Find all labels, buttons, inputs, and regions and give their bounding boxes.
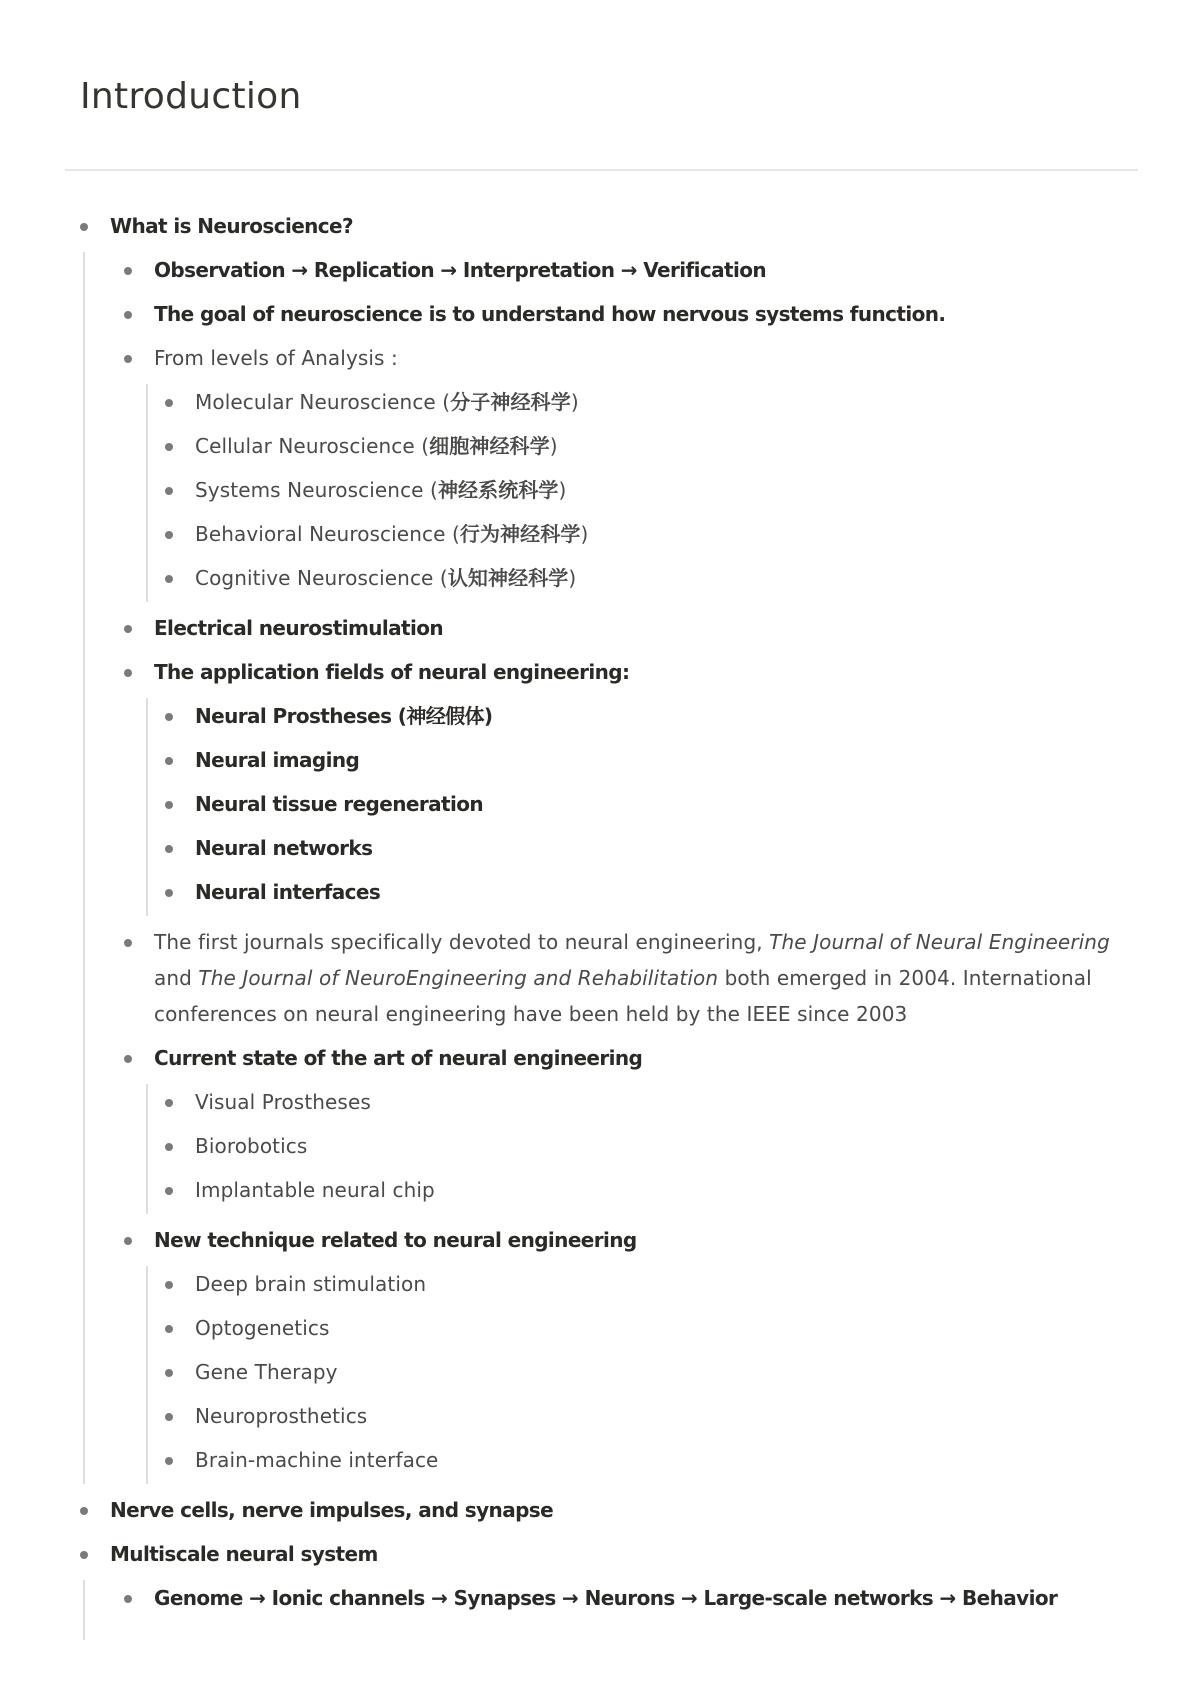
bullet-icon — [165, 1457, 173, 1465]
bullet-icon — [124, 625, 132, 633]
bullet-icon — [165, 801, 173, 809]
toggle-multiscale-neural-system[interactable] — [65, 1536, 1145, 1572]
item-text: Visual Prostheses — [195, 1090, 371, 1114]
bullet-icon — [80, 1551, 88, 1559]
outline-level-3 — [146, 1084, 1145, 1214]
bullet-icon — [165, 1187, 173, 1195]
item-text: What is Neuroscience? — [110, 214, 354, 238]
outline-level-3 — [146, 698, 1145, 916]
item-systems[interactable] — [148, 472, 1145, 508]
list-item — [148, 698, 1145, 734]
outline — [65, 200, 1145, 1640]
item-text: Optogenetics — [195, 1316, 330, 1340]
bullet-icon — [80, 1507, 88, 1515]
list-item — [65, 208, 1145, 1484]
item-text: New technique related to neural engineering — [154, 1228, 637, 1252]
toggle-nerve-cells[interactable] — [65, 1492, 1145, 1528]
item-text: both emerged in 2004. International conferences on neural engineering have been held by the IEEE since 2003 — [154, 966, 1092, 1026]
item-text-zh: 认知神经科学 — [447, 566, 569, 590]
list-item — [148, 786, 1145, 822]
item-current-state[interactable] — [85, 1040, 1145, 1076]
list-item — [148, 516, 1145, 552]
bullet-icon — [124, 939, 132, 947]
item-text: Neural tissue regeneration — [195, 792, 483, 816]
item-neural-prostheses[interactable] — [148, 698, 1145, 734]
item-journals-paragraph[interactable] — [85, 924, 1145, 1032]
bullet-icon — [165, 1143, 173, 1151]
list-item — [148, 1398, 1145, 1434]
item-deep-brain-stimulation[interactable] — [148, 1266, 1145, 1302]
item-text-zh: 神经系统科学 — [437, 478, 559, 502]
bullet-icon — [124, 267, 132, 275]
item-neural-imaging[interactable] — [148, 742, 1145, 778]
item-text: Neuroprosthetics — [195, 1404, 368, 1428]
list-item — [85, 296, 1145, 332]
item-text: Cognitive Neuroscience ( — [195, 566, 448, 590]
item-optogenetics[interactable] — [148, 1310, 1145, 1346]
item-brain-machine-interface[interactable] — [148, 1442, 1145, 1478]
item-text: Genome → Ionic channels → Synapses → Neurons → Large-scale networks → Behavior — [154, 1586, 1058, 1610]
bullet-icon — [165, 713, 173, 721]
item-text: The goal of neuroscience is to understand how nervous systems function. — [154, 302, 946, 326]
item-text-end: ) — [549, 434, 558, 458]
item-behavioral[interactable] — [148, 516, 1145, 552]
bullet-icon — [165, 889, 173, 897]
list-item — [148, 1172, 1145, 1208]
list-item — [148, 1084, 1145, 1120]
bullet-icon — [124, 1237, 132, 1245]
outline-level-2 — [83, 252, 1145, 1484]
list-item — [148, 1310, 1145, 1346]
list-item — [85, 340, 1145, 602]
bullet-icon — [124, 669, 132, 677]
item-text: Current state of the art of neural engineering — [154, 1046, 643, 1070]
bullet-icon — [165, 1413, 173, 1421]
item-text: Neural interfaces — [195, 880, 381, 904]
item-neuroprosthetics[interactable] — [148, 1398, 1145, 1434]
bullet-icon — [165, 399, 173, 407]
list-item — [85, 610, 1145, 646]
item-implantable-chip[interactable] — [148, 1172, 1145, 1208]
bullet-icon — [165, 1369, 173, 1377]
journal-title: The Journal of Neural Engineering — [769, 930, 1110, 954]
bullet-icon — [124, 355, 132, 363]
item-cognitive[interactable] — [148, 560, 1145, 596]
list-item — [148, 472, 1145, 508]
item-text: Deep brain stimulation — [195, 1272, 427, 1296]
item-text-zh: 分子神经科学 — [450, 390, 571, 414]
list-item — [65, 1492, 1145, 1528]
list-item — [148, 428, 1145, 464]
item-application-fields[interactable] — [85, 654, 1145, 690]
list-item — [148, 742, 1145, 778]
bullet-icon — [165, 443, 173, 451]
item-text: Brain-machine interface — [195, 1448, 439, 1472]
item-text: Gene Therapy — [195, 1360, 338, 1384]
item-text: Observation → Replication → Interpretation → Verification — [154, 258, 767, 282]
page-title: Introduction — [80, 76, 302, 117]
list-item — [148, 830, 1145, 866]
item-text: Electrical neurostimulation — [154, 616, 443, 640]
item-observation-chain[interactable] — [85, 252, 1145, 288]
item-text: The application fields of neural engineering: — [154, 660, 630, 684]
list-item — [148, 560, 1145, 596]
list-item — [148, 1128, 1145, 1164]
bullet-icon — [124, 1055, 132, 1063]
item-text: Systems Neuroscience ( — [195, 478, 438, 502]
list-item — [85, 924, 1145, 1032]
item-neural-networks[interactable] — [148, 830, 1145, 866]
item-cellular[interactable] — [148, 428, 1145, 464]
item-text: Molecular Neuroscience ( — [195, 390, 451, 414]
item-molecular[interactable] — [148, 384, 1145, 420]
item-text: Behavioral Neuroscience ( — [195, 522, 460, 546]
outline-level-3 — [146, 384, 1145, 602]
item-text-zh: 行为神经科学 — [459, 522, 581, 546]
bullet-icon — [124, 311, 132, 319]
list-item — [148, 1354, 1145, 1390]
list-item — [148, 1442, 1145, 1478]
outline-level-1 — [65, 208, 1145, 1640]
outline-level-3 — [146, 1266, 1145, 1484]
item-text: Neural imaging — [195, 748, 360, 772]
bullet-icon — [124, 1595, 132, 1603]
title-divider — [65, 169, 1138, 171]
item-gene-therapy[interactable] — [148, 1354, 1145, 1390]
item-text: Implantable neural chip — [195, 1178, 435, 1202]
item-visual-prostheses[interactable] — [148, 1084, 1145, 1120]
list-item — [148, 874, 1145, 910]
bullet-icon — [165, 757, 173, 765]
list-item — [85, 1222, 1145, 1484]
list-item — [85, 252, 1145, 288]
outline-level-2 — [83, 1580, 1145, 1640]
bullet-icon — [165, 531, 173, 539]
item-text: Neural Prostheses (神经假体) — [195, 704, 493, 728]
bullet-icon — [165, 1325, 173, 1333]
bullet-icon — [165, 487, 173, 495]
item-text: From levels of Analysis : — [154, 346, 398, 370]
item-text-end: ) — [558, 478, 567, 502]
bullet-icon — [165, 1281, 173, 1289]
list-item — [148, 1266, 1145, 1302]
item-text: Nerve cells, nerve impulses, and synapse — [110, 1498, 554, 1522]
toggle-what-is-neuroscience[interactable] — [65, 208, 1145, 244]
item-text-zh: 细胞神经科学 — [429, 434, 550, 458]
item-genome-chain[interactable] — [85, 1580, 1145, 1616]
item-goal[interactable] — [85, 296, 1145, 332]
list-item — [85, 654, 1145, 916]
item-text: Neural networks — [195, 836, 373, 860]
list-item — [85, 1040, 1145, 1214]
item-biorobotics[interactable] — [148, 1128, 1145, 1164]
item-text: Multiscale neural system — [110, 1542, 378, 1566]
item-new-technique[interactable] — [85, 1222, 1145, 1258]
item-electrical-neurostimulation[interactable] — [85, 610, 1145, 646]
item-text: Biorobotics — [195, 1134, 308, 1158]
bullet-icon — [165, 845, 173, 853]
item-levels-of-analysis[interactable] — [85, 340, 1145, 376]
item-text: The first journals specifically devoted to neural engineering, — [154, 930, 770, 954]
bullet-icon — [165, 1099, 173, 1107]
item-text: and — [154, 966, 199, 990]
list-item — [85, 1580, 1145, 1616]
journal-title: The Journal of NeuroEngineering and Rehabilitation — [198, 966, 719, 990]
item-text-end: ) — [568, 566, 577, 590]
item-neural-tissue-regeneration[interactable] — [148, 786, 1145, 822]
item-text: Cellular Neuroscience ( — [195, 434, 430, 458]
item-text-end: ) — [580, 522, 589, 546]
list-item — [65, 1536, 1145, 1640]
item-neural-interfaces[interactable] — [148, 874, 1145, 910]
item-text-end: ) — [570, 390, 579, 414]
list-item — [148, 384, 1145, 420]
bullet-icon — [165, 575, 173, 583]
bullet-icon — [80, 223, 88, 231]
